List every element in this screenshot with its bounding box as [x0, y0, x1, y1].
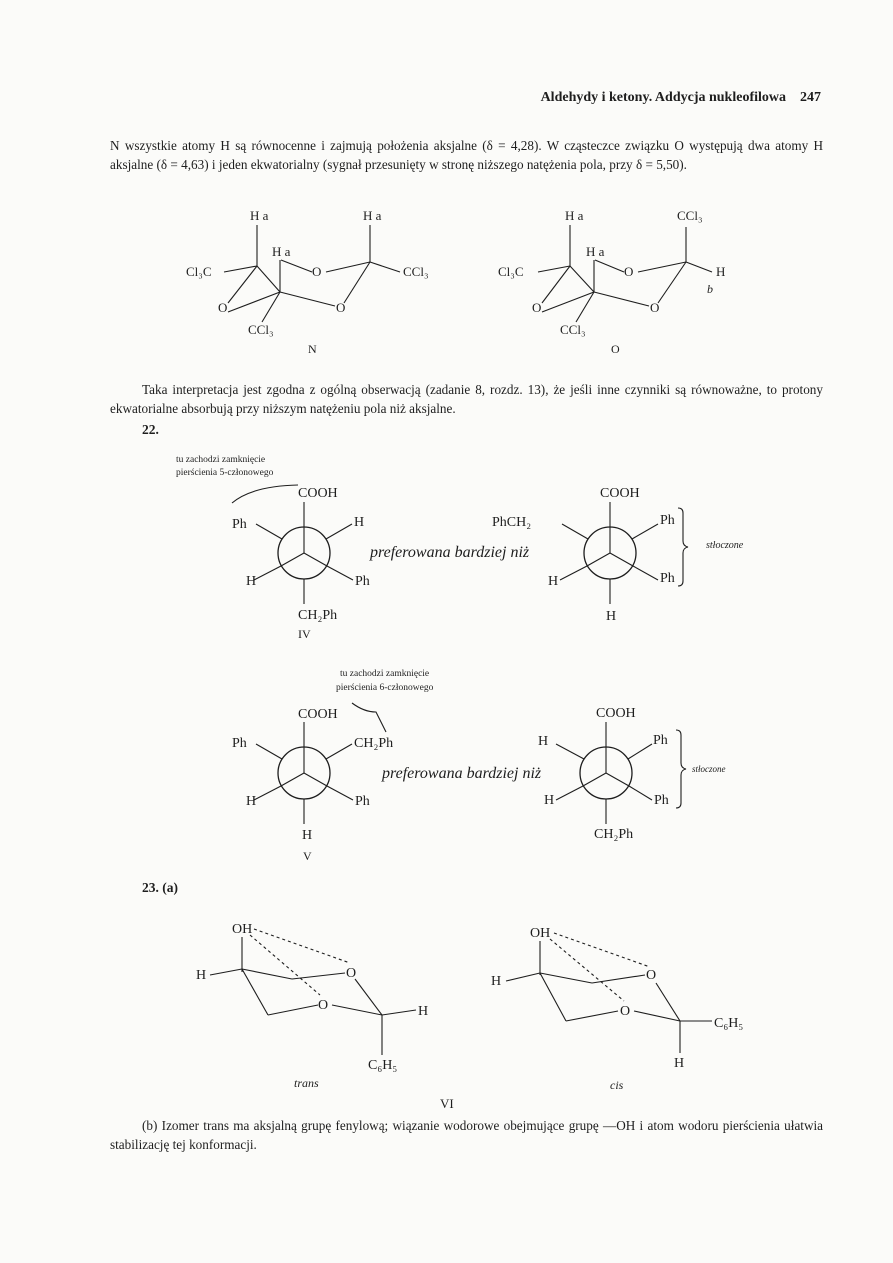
label-alt-h-left: H: [548, 574, 559, 589]
label-h-right: H: [354, 515, 365, 530]
paragraph-answer-b: (b) Izomer trans ma aksjalną grupę fenylową; wiązanie wodorowe obejmujące grupę —OH i atom wodoru pierścienia ułatwia stabilizację tej konformacji.: [110, 1118, 823, 1152]
label-h-left: H: [491, 974, 502, 989]
label-ha-2: H a: [586, 244, 605, 259]
newman-alt-IV: [492, 486, 744, 624]
label-h: H: [716, 264, 726, 279]
note-line-1: tu zachodzi zamknięcie: [176, 455, 266, 465]
label-cis: cis: [610, 1078, 624, 1092]
note-line-2: pierścienia 5-członowego: [176, 468, 274, 478]
label-o-ring-3: O: [650, 300, 660, 315]
structure-O: [498, 208, 725, 356]
label-o-ring-1: O: [646, 968, 657, 983]
caption-VI: VI: [440, 1096, 454, 1111]
paragraph-nmr-N-O: N wszystkie atomy H są równocenne i zajmują położenia aksjalne (δ = 4,28). W cząsteczce związku O występują dwa atomy H aksjalne (δ = 4,63) i jeden ekwatorialny (sygnał przesunięty w stronę niższego natężenia pola, przy δ = 5,50).: [110, 138, 823, 172]
label-oh: OH: [530, 926, 551, 941]
label-h-bottom: H: [302, 828, 313, 843]
label-h-left: H: [246, 574, 257, 589]
label-alt-ch2ph: CH₂Ph: [594, 827, 634, 842]
label-alt-ph-1: Ph: [660, 513, 675, 528]
figure-VI-conformations: [0, 915, 893, 1115]
newman-alt-V: [538, 706, 726, 842]
text-preferred: preferowana bardziej niż: [382, 765, 542, 782]
structure-trans: [196, 922, 428, 1090]
label-alt-h-2: H: [544, 793, 555, 808]
label-crowded: stłoczone: [692, 764, 726, 774]
label-o-ring-2: O: [532, 300, 542, 315]
label-cl3c: Cl₃C: [498, 264, 524, 279]
label-ccl3-bottom: CCl₃: [560, 322, 586, 337]
figure-IV-newman: [0, 440, 893, 665]
label-o-ring-2: O: [620, 1004, 631, 1019]
problem-23-number: 23. (a): [142, 880, 178, 895]
label-ph-left: Ph: [232, 736, 247, 751]
label-b: b: [707, 282, 713, 296]
label-alt-ph-2: Ph: [660, 571, 675, 586]
page-number: 247: [800, 90, 821, 105]
problem-22-number: 22.: [142, 422, 159, 437]
label-h-bottom: H: [674, 1056, 685, 1071]
structure-N: [186, 208, 429, 356]
label-alt-h-bottom: H: [606, 609, 617, 624]
label-oh: OH: [232, 922, 253, 937]
label-ha-3: H a: [272, 244, 291, 259]
note-line-2: pierścienia 6-członowego: [336, 683, 434, 693]
label-ch2ph: CH₂Ph: [354, 736, 394, 751]
label-ph-right: Ph: [355, 794, 370, 809]
label-o-ring-1: O: [312, 264, 322, 279]
label-alt-cooh: COOH: [596, 706, 636, 721]
label-ch2ph: CH₂Ph: [298, 608, 338, 623]
label-ph-right: Ph: [355, 574, 370, 589]
label-h-left: H: [246, 794, 257, 809]
label-alt-cooh: COOH: [600, 486, 640, 501]
structure-cis: [491, 926, 743, 1092]
label-alt-phch2: PhCH₂: [492, 515, 532, 530]
header-title: Aldehydy i ketony. Addycja nukleofilowa: [540, 90, 786, 105]
label-ha-1: H a: [250, 208, 269, 223]
paragraph-interpretation: Taka interpretacja jest zgodna z ogólną obserwacją (zadanie 8, rozdz. 13), że jeśli inne czynniki są równoważne, to protony ekwatorialne absorbują przy niższym natężeniu pola niż aksjalne.: [110, 382, 823, 416]
label-cooh: COOH: [298, 486, 338, 501]
label-o-ring-1: O: [624, 264, 634, 279]
caption-V: V: [303, 849, 312, 863]
label-alt-ph-1: Ph: [653, 733, 668, 748]
figure-N-O: [0, 200, 893, 360]
label-h-left: H: [196, 968, 207, 983]
label-ccl3-top: CCl₃: [677, 208, 703, 223]
label-trans: trans: [294, 1076, 319, 1090]
label-h-right: H: [418, 1004, 429, 1019]
label-ph-left: Ph: [232, 517, 247, 532]
label-ha-1: H a: [565, 208, 584, 223]
label-ccl3-bottom: CCl₃: [248, 322, 274, 337]
label-alt-ph-2: Ph: [654, 793, 669, 808]
label-alt-h-1: H: [538, 734, 549, 749]
caption-O: O: [611, 342, 620, 356]
label-c6h5: C₆H₅: [368, 1058, 398, 1073]
label-cooh: COOH: [298, 707, 338, 722]
note-line-1: tu zachodzi zamknięcie: [340, 669, 430, 679]
label-ccl3-right: CCl₃: [403, 264, 429, 279]
label-o-ring-2: O: [218, 300, 228, 315]
running-header: [541, 90, 821, 106]
figure-V-newman: [0, 660, 893, 870]
label-o-ring-2: O: [318, 998, 329, 1013]
label-cl3c: Cl₃C: [186, 264, 212, 279]
label-crowded: stłoczone: [706, 540, 744, 551]
text-preferred: preferowana bardziej niż: [370, 544, 530, 561]
label-c6h5: C₆H₅: [714, 1016, 744, 1031]
caption-N: N: [308, 342, 317, 356]
caption-IV: IV: [298, 627, 311, 641]
label-ha-2: H a: [363, 208, 382, 223]
label-o-ring-1: O: [346, 966, 357, 981]
label-o-ring-3: O: [336, 300, 346, 315]
